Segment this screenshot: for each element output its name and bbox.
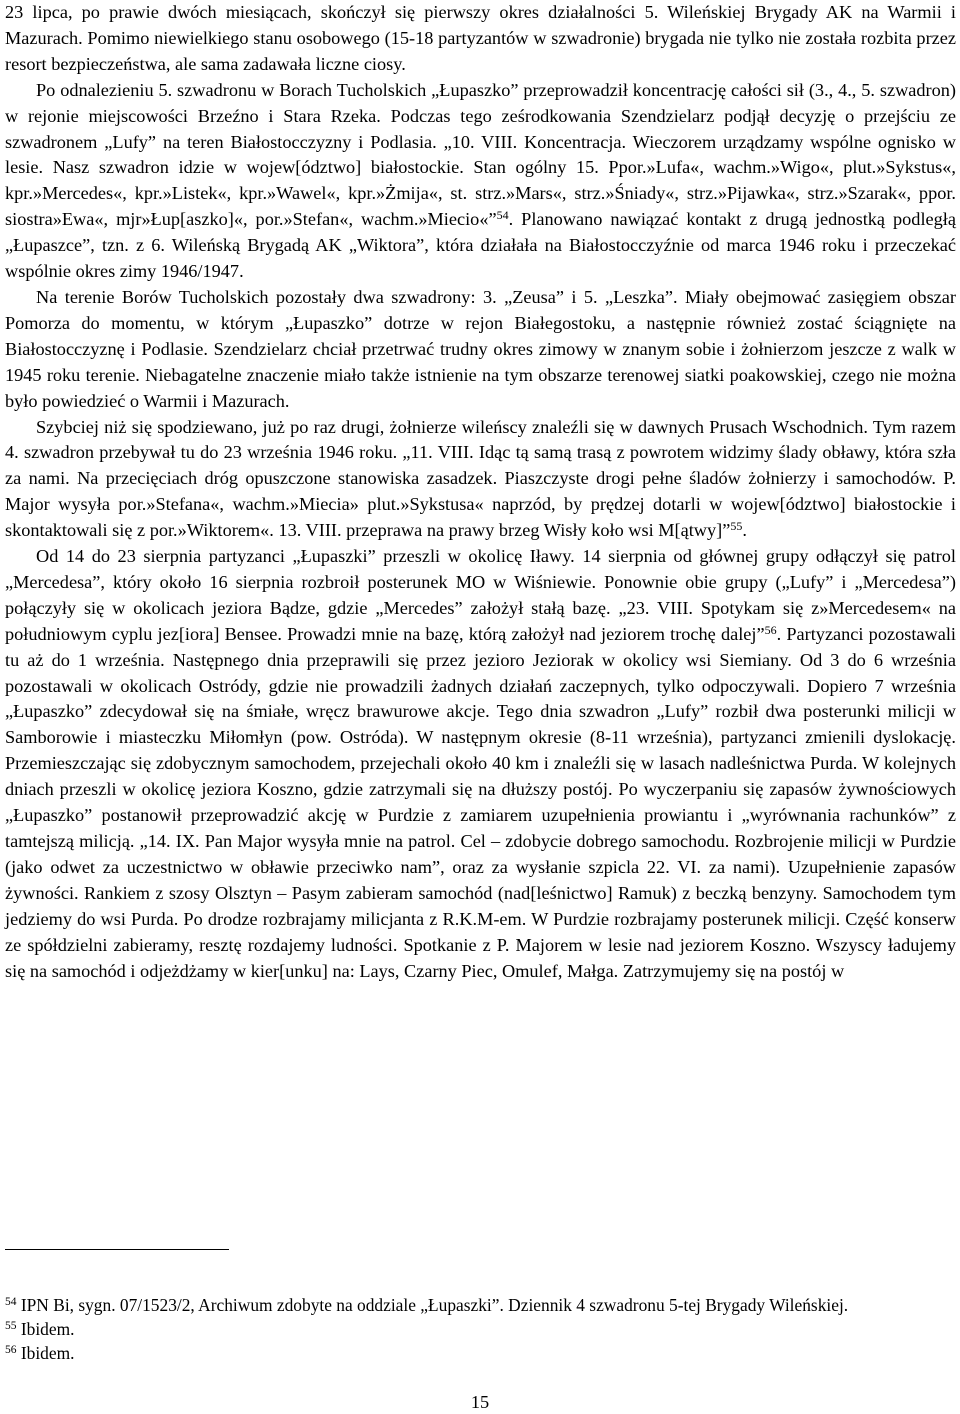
page-body bbox=[5, 0, 956, 984]
paragraph-4-text: Szybciej niż się spodziewano, już po raz drugi, żołnierze wileńscy znaleźli się w dawnych Prusach Wschodnich. Tym razem 4. szwadron przebywał tu do 23 września 1946 roku. „11. VIII. Idąc tą samą trasą z powrotem widzimy ślady obławy, która szła za nami. Na przecięciach dróg opuszczone stanowiska zasadzek. Piaszczyste drogi pełne śladów żołnierzy i samochodów. P. Major wysyła por.»Stefana«, wachm.»Miecia» plut.»Sykstusa« naprzód, by prędzej dotarli w wojew[ództwo] białostockie i skontaktowali się z por.»Wiktorem«. 13. VIII. przeprawa na prawy brzeg Wisły koło wsi M[ątwy]” bbox=[5, 416, 956, 541]
paragraph-4-text-cont: . bbox=[742, 520, 747, 541]
footnote-number: 56 bbox=[5, 1344, 17, 1356]
footnotes bbox=[5, 1293, 956, 1365]
main-text bbox=[5, 0, 956, 984]
footnote-text: IPN Bi, sygn. 07/1523/2, Archiwum zdobyte na oddziale „Łupaszki”. Dziennik 4 szwadronu 5-tej Brygady Wileńskiej. bbox=[16, 1295, 849, 1315]
footnote-number: 54 bbox=[5, 1296, 17, 1308]
footnote-ref-54[interactable]: 54 bbox=[496, 208, 509, 223]
footnote-text: Ibidem. bbox=[16, 1343, 75, 1363]
footnote-54 bbox=[5, 1293, 956, 1317]
paragraph-1 bbox=[5, 0, 956, 78]
paragraph-5-text: Od 14 do 23 sierpnia partyzanci „Łupaszki” przeszli w okolicę Iławy. 14 sierpnia od głównej grupy odłączył się patrol „Mercedesa”, który około 16 sierpnia rozbroił posterunek MO w Wiśniewie. Ponownie obie grupy („Lufy” i „Mercedesa”) połączyły się w okolicach jeziora Bądze, gdzie „Mercedes” założył stałą bazę. „23. VIII. Spotykam się z»Mercedesem« na południowym cyplu jez[iora] Bensee. Prowadzi mnie na bazę, którą założył nad jeziorem trochę dalej” bbox=[5, 546, 956, 644]
footnote-ref-55[interactable]: 55 bbox=[730, 519, 743, 534]
paragraph-2-text-cont: . Planowano nawiązać kontakt z drugą jednostką podległą „Łupaszce”, tzn. z 6. Wileńską Brygadą AK „Wiktora”, która działała na Białostocczyźnie od marca 1946 roku i przeczekać wspólnie okres zimy 1946/1947. bbox=[5, 209, 956, 282]
paragraph-5 bbox=[5, 544, 956, 984]
footnote-separator bbox=[5, 1249, 229, 1250]
paragraph-2-text: Po odnalezieniu 5. szwadronu w Borach Tucholskich „Łupaszko” przeprowadził koncentrację całości sił (3., 4., 5. szwadron) w rejonie miejscowości Brzeźno i Stara Rzeka. Podczas tego ześrodkowania Szendzielarz podjął decyzję o przejściu ze szwadronem „Lufy” na teren Białostocczyzny i Podlasia. „10. VIII. Koncentracja. Wieczorem urządzamy wspólne ognisko w lesie. Nasz szwadron idzie w wojew[ództwo] białostockie. Stan ogólny 15. Ppor.»Lufa«, wachm.»Wigo«, plut.»Sykstus«, kpr.»Mercedes«, kpr.»Listek«, kpr.»Wawel«, kpr.»Żmija«, st. strz.»Mars«, strz.»Śniady«, strz.»Pijawka«, strz.»Szarak«, ppor. siostra»Ewa«, mjr»Łup[aszko]«, por.»Stefan«, wachm.»Miecio«” bbox=[5, 79, 956, 230]
footnote-text: Ibidem. bbox=[16, 1319, 75, 1339]
footnote-55 bbox=[5, 1317, 956, 1341]
paragraph-3-text: Na terenie Borów Tucholskich pozostały dwa szwadrony: 3. „Zeusa” i 5. „Leszka”. Miały obejmować zasięgiem obszar Pomorza do momentu, w którym „Łupaszko” dotrze w rejon Białegostoku, a następnie również zostać ściągnięte na Białostocczyznę i Podlasie. Szendzielarz chciał przetrwać trudny okres zimowy w znanym sobie i żołnierzom jeszcze z walk w 1945 roku terenie. Niebagatelne znaczenie miało także istnienie na tym obszarze terenowej siatki poakowskiej, czego nie można było powiedzieć o Warmii i Mazurach. bbox=[5, 286, 956, 411]
paragraph-4 bbox=[5, 415, 956, 545]
paragraph-2 bbox=[5, 78, 956, 285]
paragraph-5-text-cont: . Partyzanci pozostawali tu aż do 1 września. Następnego dnia przeprawili się przez jezioro Jeziorak w okolicy wsi Siemiany. Od 3 do 6 września pozostawali w okolicach Ostródy, gdzie nie prowadzili żadnych działań zaczepnych, tylko odpoczywali. Dopiero 7 września „Łupaszko” zdecydował się na śmiałe, wręcz brawurowe akcje. Tego dnia szwadron „Lufy” rozbił dwa posterunki milicji w Samborowie i miasteczku Miłomłyn (pow. Ostróda). W następnym okresie (8-11 września), partyzanci zmienili dyslokację. Przemieszczając się zdobycznym samochodem, przejechali około 40 km i znaleźli się w lasach nadleśnictwa Purda. W kolejnych dniach przeszli w okolicę jeziora Koszno, gdzie zatrzymali się na dłuższy postój. Po wyczerpaniu się zapasów żywnościowych „Łupaszko” postanowił przeprowadzić akcję w Purdzie z zamiarem uzupełnienia prowiantu i „wyrównania rachunków” z tamtejszą milicją. „14. IX. Pan Major wysyła mnie na patrol. Cel – zdobycie dobrego samochodu. Rozbrojenie milicji w Purdzie (jako odwet za uczestnictwo w obławie przeciwko nam”, oraz za wysłanie szpicla 22. VI. za nami). Uzupełnienie zapasów żywności. Rankiem z szosy Olsztyn – Pasym zabieram samochód (nad[leśnictwo] Ramuk) z beczką benzyny. Samochodem tym jedziemy do wsi Purda. Po drodze rozbrajamy milicjanta z R.K.M-em. W Purdzie rozbrajamy posterunek milicji. Część konserw ze spółdzielni zabieramy, resztę rozdajemy ludności. Spotkanie z P. Majorem w lesie nad jeziorem Koszno. Wszyscy ładujemy się na samochód i odjeżdżamy w kier[unku] na: Lays, Czarny Piec, Omulef, Małga. Zatrzymujemy się na postój w bbox=[5, 623, 956, 981]
footnote-ref-56[interactable]: 56 bbox=[764, 622, 777, 637]
paragraph-3 bbox=[5, 285, 956, 415]
page-number: 15 bbox=[470, 1392, 490, 1412]
paragraph-1-text: 23 lipca, po prawie dwóch miesiącach, skończył się pierwszy okres działalności 5. Wileńskiej Brygady AK na Warmii i Mazurach. Pomimo niewielkiego stanu osobowego (15-18 partyzantów w szwadronie) brygada nie tylko nie została rozbita przez resort bezpieczeństwa, ale sama zadawała liczne ciosy. bbox=[5, 2, 956, 74]
footnote-number: 55 bbox=[5, 1320, 17, 1332]
footnote-56 bbox=[5, 1341, 956, 1365]
